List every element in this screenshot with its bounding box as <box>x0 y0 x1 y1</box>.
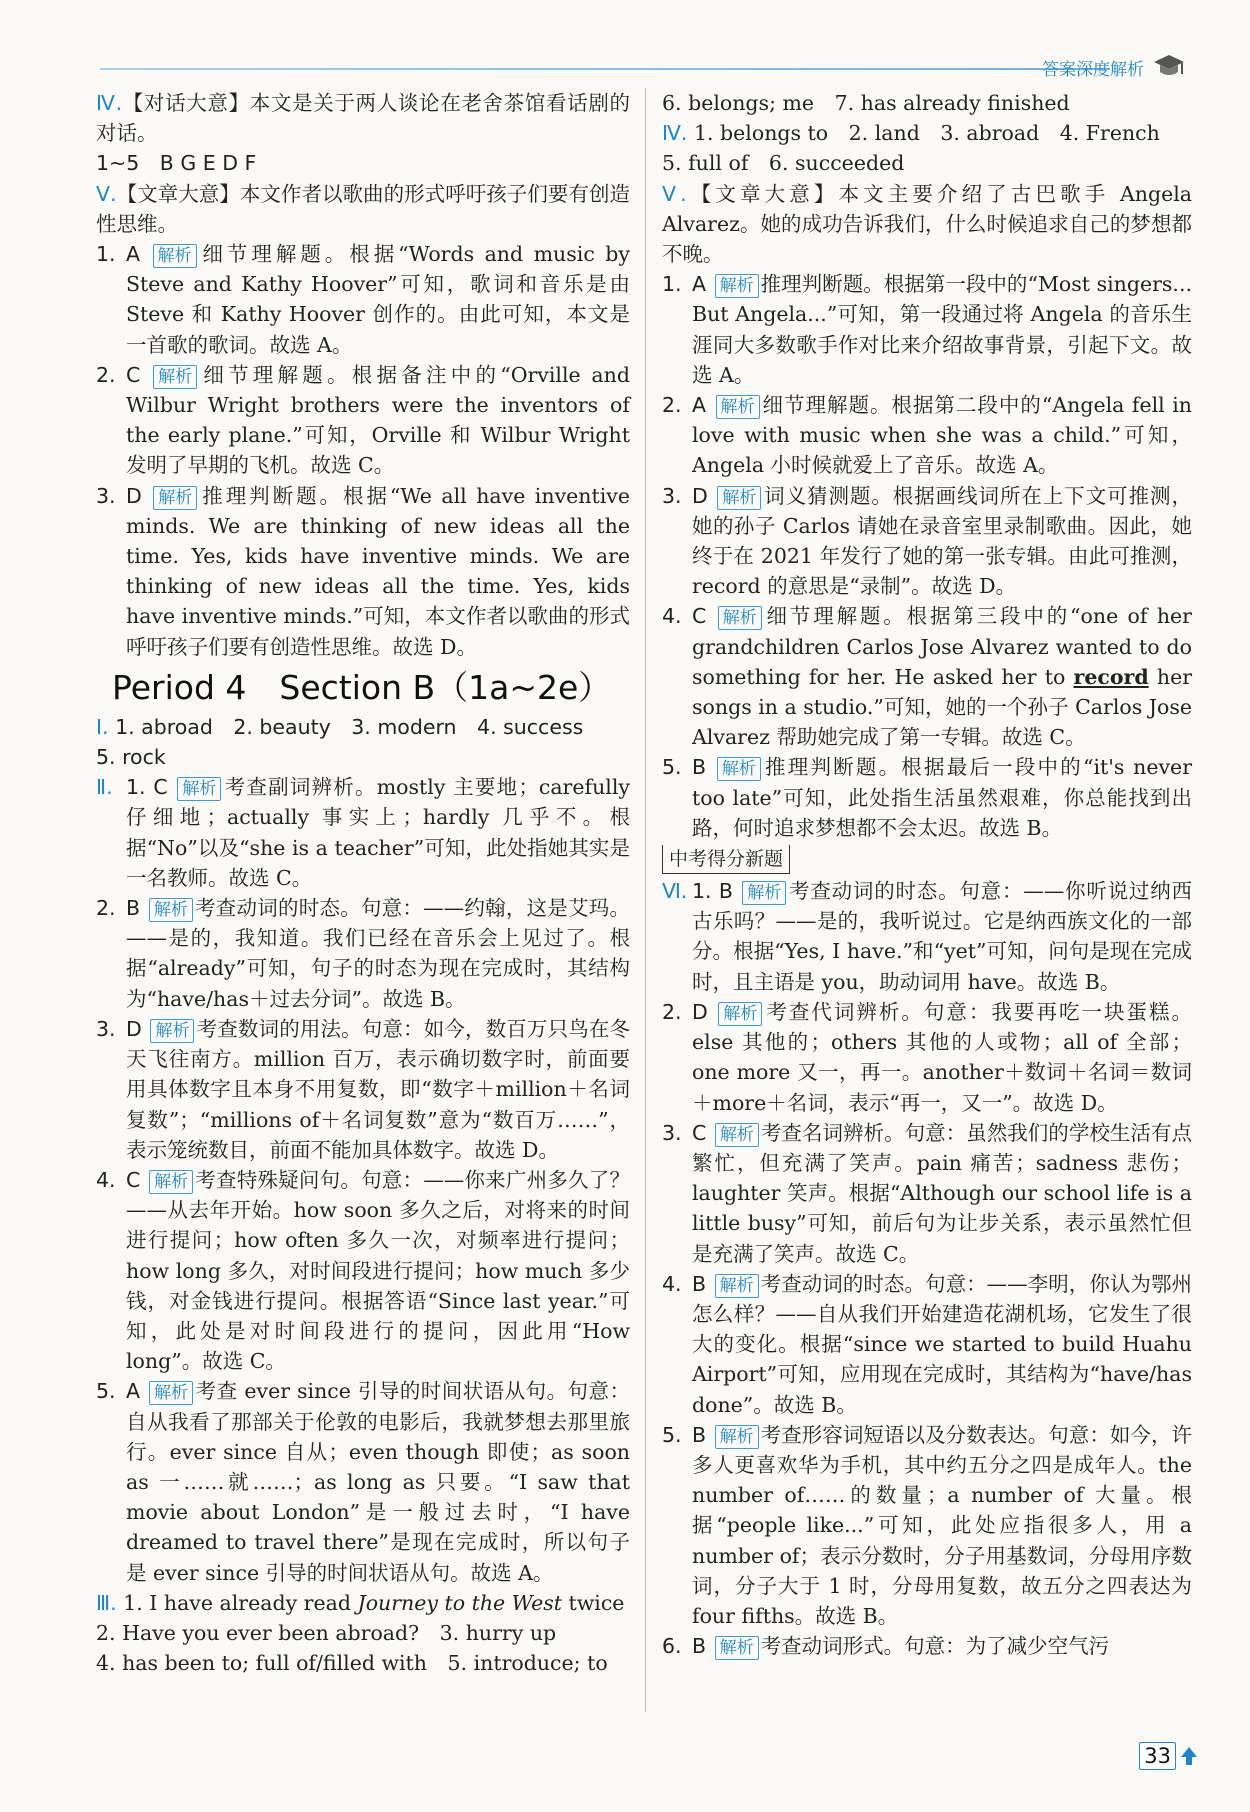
section-iii-line: 4. has been to; full of/filled with 5. introduce; to <box>96 1651 608 1676</box>
right-column <box>662 88 1192 1661</box>
analysis-badge: 解析 <box>153 244 197 268</box>
answer-item: 5. A 解析 考查 ever since 引导的时间状语从句。句意：自从我看了那部关于伦敦的电影后，我就梦想去那里旅行。ever since 自从；even though 即使；as soon as 一……就……；as long as 只要。“I saw that movie about London”是一般过去时，“I have dreamed to travel there”是现在完成时，所以句子是 ever since 引导的时间状语从句。故选 A。 <box>96 1379 630 1585</box>
page-number: 33 <box>1139 1742 1198 1770</box>
answer-item: 5. B 解析 考查形容词短语以及分数表达。句意：如今，许多人更喜欢华为手机，其中约五分之四是成年人。the number of……的数量；a number of 大量。根据“people like...”可知，此处应指很多人，用 a number of；表示分数时，分子用基数词，分母用序数词，分子大于 1 时，分母用复数，故五分之四表达为 four fifths。故选 B。 <box>662 1422 1192 1628</box>
answer-item: 6. B 解析 考查动词形式。句意：为了减少空气污 <box>662 1634 1110 1659</box>
answer-item: 1. A 解析 细节理解题。根据“Words and music by Steve and Kathy Hoover”可知，歌词和音乐是由 Steve 和 Kathy Hoover 创作的。由此可知，本文是一首歌的歌词。故选 A。 <box>96 242 630 357</box>
brand-text: 答案深度解析 <box>1042 59 1144 80</box>
section-iv-answers: 1~5 B G E D F <box>96 151 257 176</box>
analysis-badge: 解析 <box>717 757 761 781</box>
answer-item: 4. C 解析 细节理解题。根据第三段中的“one of her grandchildren Carlos Jose Alvarez wanted to do something for her. He asked her to record her songs in a studio.”可知，她的一个孙子 Carlos Jose Alvarez 帮助她完成了第一专辑。故选 C。 <box>662 604 1193 750</box>
analysis-badge: 解析 <box>715 1425 759 1449</box>
answer-item: 3. D 解析 推理判断题。根据“We all have inventive minds. We are thinking of new ideas all the time. Yes, kids have inventive minds. We are thinking of new ideas all the time. Yes, kids have inventive minds.”可知，本文作者以歌曲的形式呼吁孩子们要有创造性思维。故选 D。 <box>96 483 630 659</box>
answer-line: 6. belongs; me 7. has already finished <box>662 91 1070 115</box>
analysis-badge: 解析 <box>149 898 193 922</box>
left-column <box>96 88 630 1678</box>
section-box-title: 中考得分新题 <box>662 845 790 874</box>
answer-item: 5. B 解析 推理判断题。根据最后一段中的“it's never too late”可知，此处指生活虽然艰难，你总能找到出路，何时追求梦想都不会太迟。故选 B。 <box>662 755 1192 840</box>
analysis-badge: 解析 <box>715 1123 759 1147</box>
analysis-badge: 解析 <box>742 881 786 905</box>
answer-item: 2. C 解析 细节理解题。根据备注中的“Orville and Wilbur Wright brothers were the inventors of the early plane.”可知，Orville 和 Wilbur Wright 发明了早期的飞机。故选 C。 <box>96 362 630 478</box>
period-heading: Period 4 Section B（1a~2e） <box>112 667 612 707</box>
answer-item: 3. C 解析 考查名词辨析。句意：虽然我们的学校生活有点繁忙，但充满了笑声。pain 痛苦；sadness 悲伤；laughter 笑声。根据“Although our school life is a little busy”可知，前后句为让步关系，表示虽然忙但是充满了笑声。故选 C。 <box>662 1120 1192 1266</box>
analysis-badge: 解析 <box>149 1381 193 1405</box>
analysis-badge: 解析 <box>715 274 759 298</box>
answer-item: 2. B 解析 考查动词的时态。句意：——约翰，这是艾玛。——是的，我知道。我们已经在音乐会上见过了。根据“already”可知，句子的时态为现在完成时，其结构为“have/has＋过去分词”。故选 B。 <box>96 896 630 1011</box>
section-i-line: Ⅰ. 1. abroad 2. beauty 3. modern 4. success <box>96 714 584 739</box>
analysis-badge: 解析 <box>150 1019 194 1043</box>
answer-item: 4. C 解析 考查特殊疑问句。句意：——你来广州多久了？——从去年开始。how soon 多久之后，对将来的时间进行提问；how often 多久一次，对频率进行提问；how long 多久，对时间段进行提问；how much 多少钱，对金钱进行提问。根据答语“Since last year.”可知，此处是对时间段进行的提问，因此用“How long”。故选 C。 <box>96 1167 630 1374</box>
section-iv-line: 5. full of 6. succeeded <box>662 151 905 176</box>
answer-item: 3. D 解析 词义猜测题。根据画线词所在上下文可推测，她的孙子 Carlos 请她在录音室里录制歌曲。因此，她终于在 2021 年发行了她的第一张专辑。由此可推测，record 的意思是“录制”。故选 D。 <box>662 483 1192 599</box>
analysis-badge: 解析 <box>153 486 197 510</box>
arrow-up-icon <box>1180 1745 1198 1767</box>
section-iv-summary: Ⅳ.【对话大意】本文是关于两人谈论在老舍茶馆看话剧的对话。 <box>96 91 631 146</box>
analysis-badge: 解析 <box>715 1274 759 1298</box>
analysis-badge: 解析 <box>149 1170 193 1194</box>
section-v-summary: Ⅴ.【文章大意】本文作者以歌曲的形式呼吁孩子们要有创造性思维。 <box>96 181 630 236</box>
header-brand <box>1042 52 1186 82</box>
column-divider <box>645 88 646 1712</box>
answer-item: 3. D 解析 考查数词的用法。句意：如今，数百万只鸟在冬天飞往南方。million 百万，表示确切数字时，前面要用具体数字且本身不用复数，即“数字＋million＋名词复数”；“millions of＋名词复数”意为“数百万……”，表示笼统数目，前面不能加具体数字。故选 D。 <box>96 1016 630 1162</box>
answer-item: Ⅵ. 1. B 解析 考查动词的时态。句意：——你听说过纳西古乐吗？——是的，我听说过。它是纳西族文化的一部分。根据“Yes, I have.”和“yet”可知，问句是现在完成时，且主语是 you，助动词用 have。故选 B。 <box>662 879 1192 994</box>
answer-item: 2. A 解析 细节理解题。根据第二段中的“Angela fell in love with music when she was a child.”可知，Angela 小时候就爱上了音乐。故选 A。 <box>662 393 1192 478</box>
analysis-badge: 解析 <box>718 606 762 630</box>
analysis-badge: 解析 <box>718 1002 762 1026</box>
section-iii-line: 2. Have you ever been abroad? 3. hurry up <box>96 1620 557 1645</box>
analysis-badge: 解析 <box>717 486 761 510</box>
graduation-cap-icon <box>1152 52 1186 82</box>
answer-item: 1. A 解析 推理判断题。根据第一段中的“Most singers... But Angela...”可知，第一段通过将 Angela 的音乐生涯同大多数歌手作对比来介绍故事背景，引起下文。故选 A。 <box>662 272 1192 387</box>
section-i-line: 5. rock <box>96 745 166 770</box>
answer-item: 4. B 解析 考查动词的时态。句意：——李明，你认为鄂州怎么样？——自从我们开始建造花湖机场，它发生了很大的变化。根据“since we started to build Huahu Airport”可知，应用现在完成时，其结构为“have/has done”。故选 B。 <box>662 1271 1192 1417</box>
section-v-summary: Ⅴ.【文章大意】本文主要介绍了古巴歌手 Angela Alvarez。她的成功告诉我们，什么时候追求自己的梦想都不晚。 <box>662 181 1192 267</box>
section-iv-line: Ⅳ. 1. belongs to 2. land 3. abroad 4. French <box>662 121 1160 146</box>
answer-item: 2. D 解析 考查代词辨析。句意：我要再吃一块蛋糕。else 其他的；others 其他的人或物；all of 全部；one more 又一，再一。another＋数词＋名词＝数词＋more＋名词，表示“再一，又一”。故选 D。 <box>662 999 1192 1115</box>
answer-item: Ⅱ. 1. C 解析 考查副词辨析。mostly 主要地；carefully 仔细地；actually 事实上；hardly 几乎不。根据“No”以及“she is a teacher”可知，此处指她其实是一名教师。故选 C。 <box>96 775 630 890</box>
analysis-badge: 解析 <box>716 395 760 419</box>
analysis-badge: 解析 <box>153 365 197 389</box>
section-iii-line: Ⅲ. 1. I have already read Journey to the West twice <box>96 1590 625 1615</box>
analysis-badge: 解析 <box>715 1636 759 1660</box>
analysis-badge: 解析 <box>177 777 221 801</box>
header-rule <box>100 68 1110 70</box>
